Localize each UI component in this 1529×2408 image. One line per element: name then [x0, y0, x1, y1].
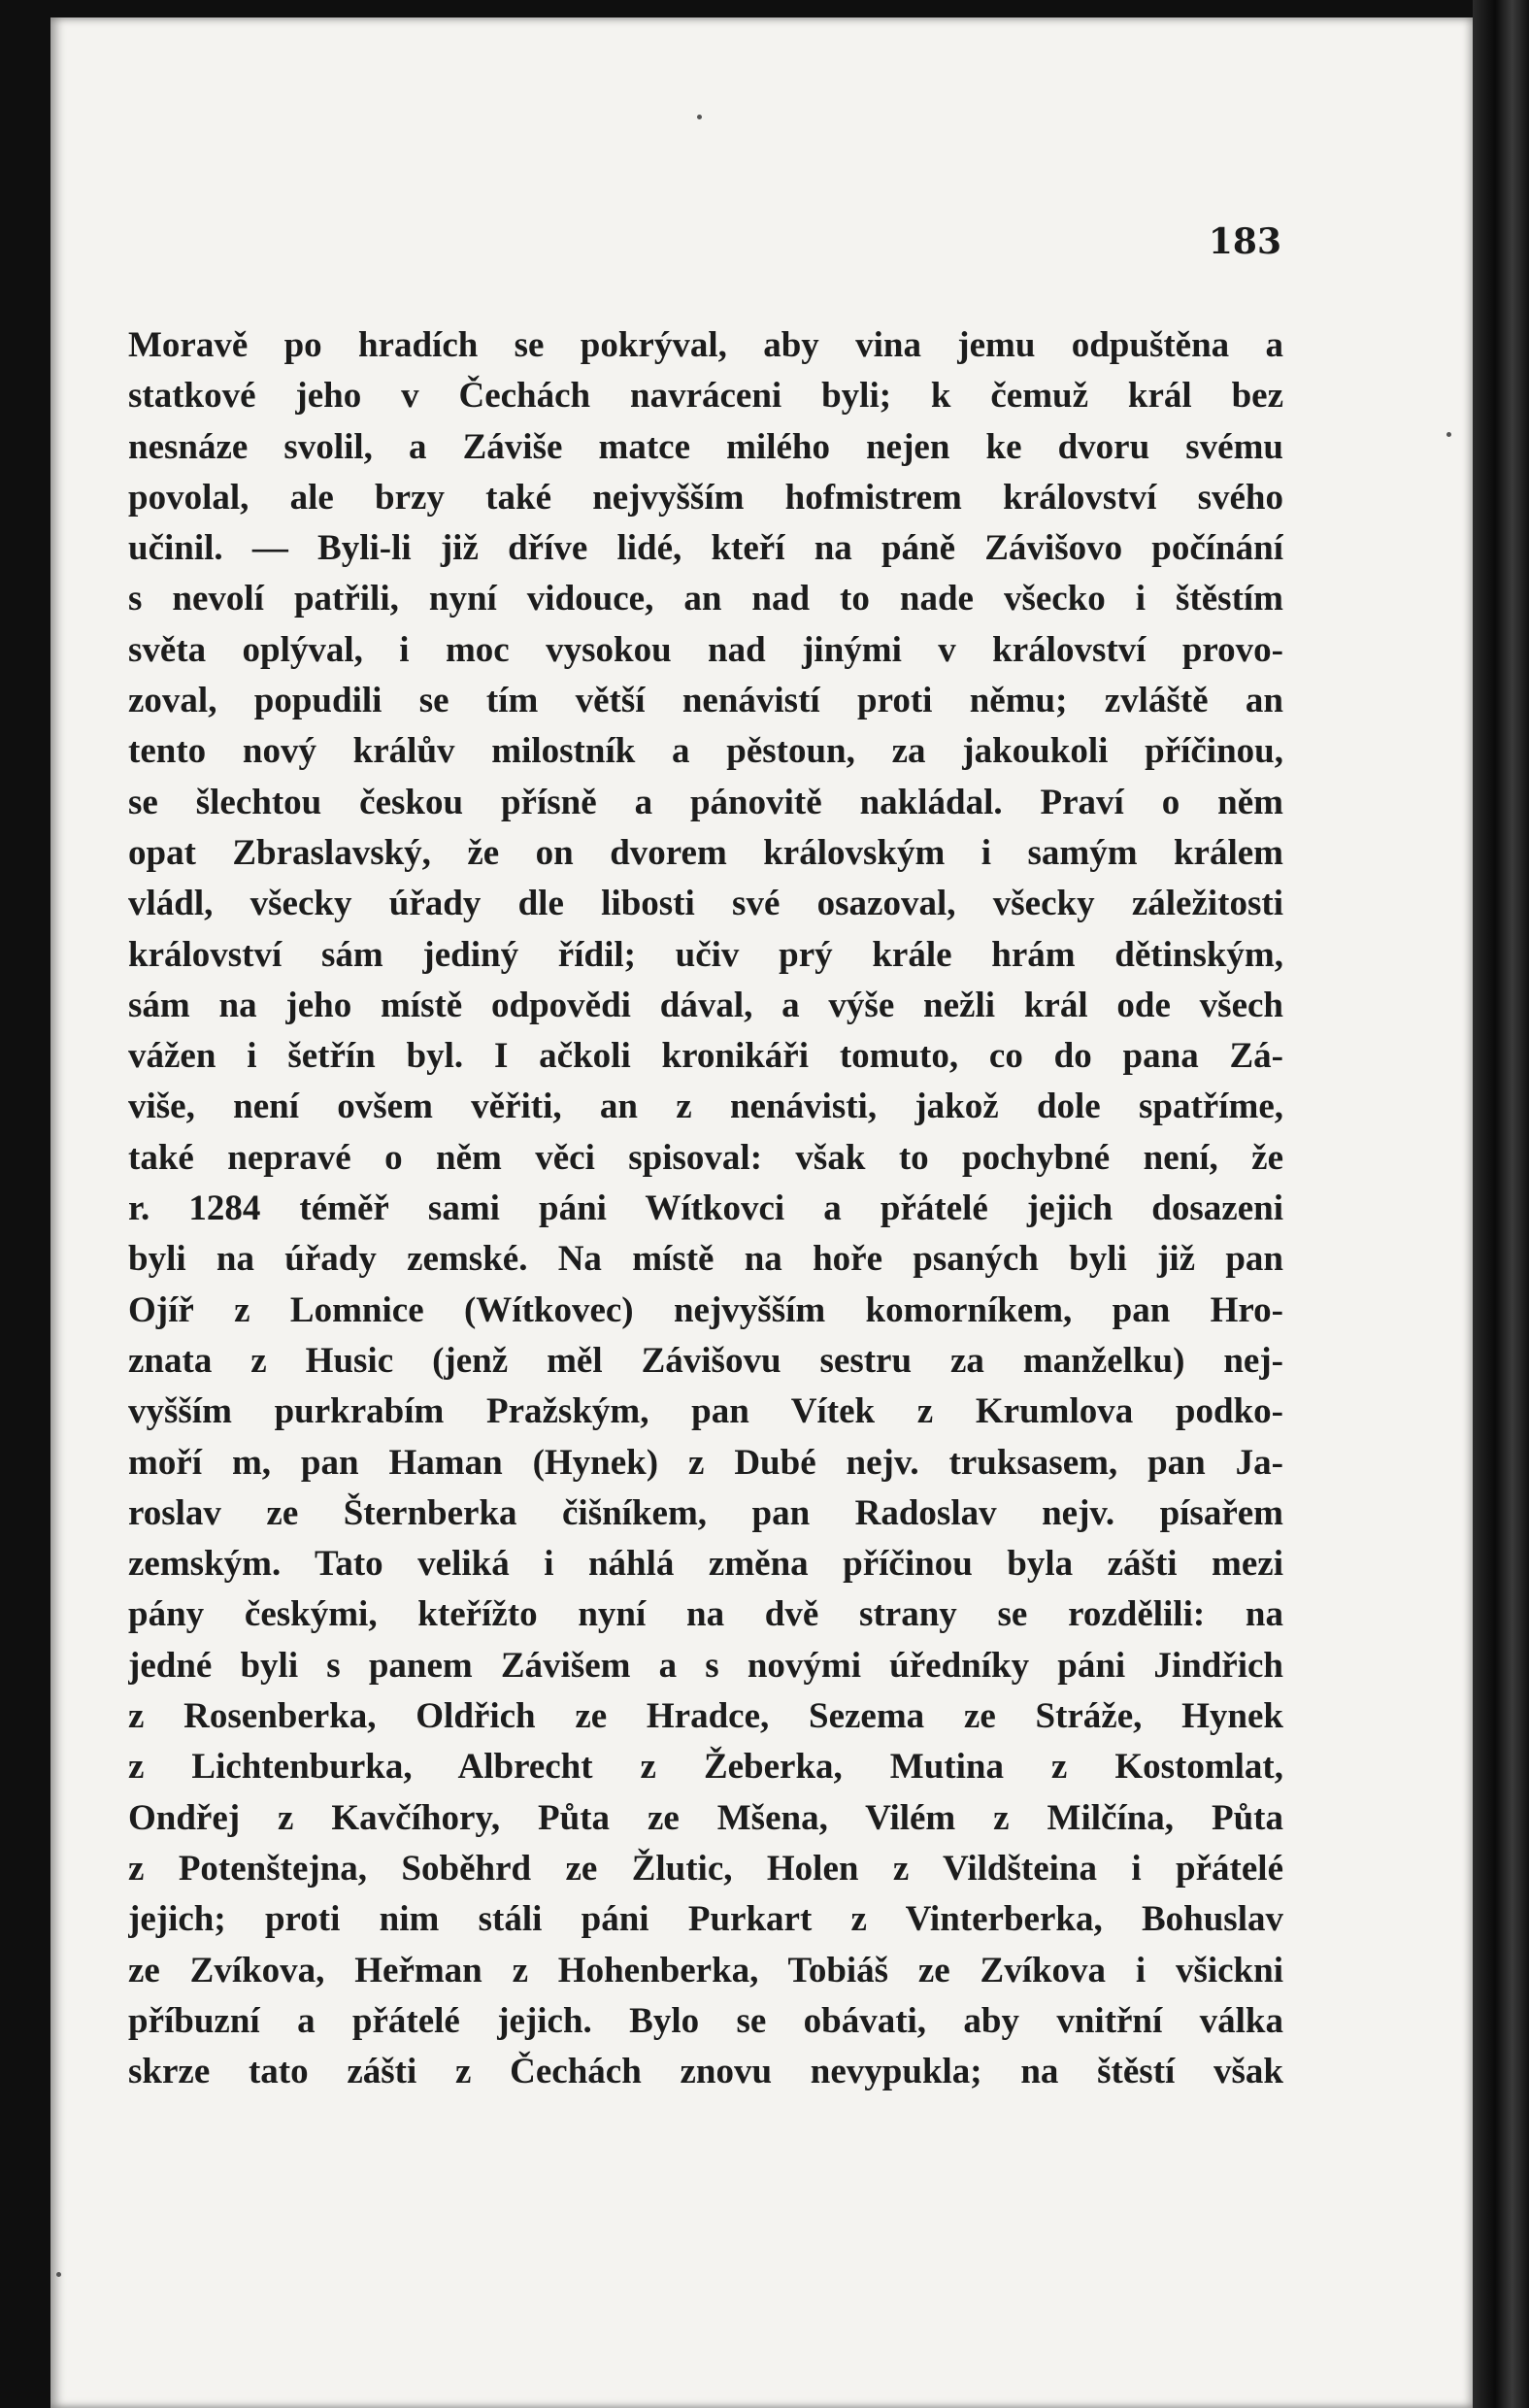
text-line: tento nový králův milostník a pěstoun, za jakoukoli příčinou,: [128, 731, 1283, 772]
text-line: jedné byli s panem Závišem a s novými úředníky páni Jindřich: [128, 1645, 1283, 1686]
text-line: r. 1284 téměř sami páni Wítkovci a přátelé jejich dosazeni: [128, 1188, 1283, 1229]
scan-speck: [56, 2272, 61, 2277]
text-line: opat Zbraslavský, že on dvorem královským i samým králem: [128, 832, 1283, 873]
text-line: ze Zvíkova, Heřman z Hohenberka, Tobiáš ze Zvíkova i všickni: [128, 1950, 1283, 1990]
text-line: jejich; proti nim stáli páni Purkart z Vinterberka, Bohuslav: [128, 1899, 1283, 1940]
text-line: Ondřej z Kavčíhory, Půta ze Mšena, Vilém z Milčína, Půta: [128, 1797, 1283, 1838]
text-line: s nevolí patřili, nyní vidouce, an nad to nade všecko i štěstím: [128, 579, 1283, 619]
text-line: povolal, ale brzy také nejvyšším hofmistrem království svého: [128, 477, 1283, 518]
text-line: z Potenštejna, Soběhrd ze Žlutic, Holen z Vildšteina i přátelé: [128, 1848, 1283, 1889]
body-text: [128, 320, 1283, 2097]
text-line: učinil. — Byli-li již dříve lidé, kteří na páně Závišovo počínání: [128, 528, 1283, 569]
text-line: znata z Husic (jenž měl Závišovu sestru za manželku) nej-: [128, 1340, 1283, 1381]
text-line: vážen i šetřín byl. I ačkoli kronikáři tomuto, co do pana Zá-: [128, 1036, 1283, 1077]
text-line: světa oplýval, i moc vysokou nad jinými v království provo-: [128, 629, 1283, 670]
page-edge-shadow: [1473, 0, 1529, 2408]
text-line: z Lichtenburka, Albrecht z Žeberka, Mutina z Kostomlat,: [128, 1747, 1283, 1788]
text-line: sám na jeho místě odpovědi dával, a výše nežli král ode všech: [128, 985, 1283, 1025]
text-line: vyšším purkrabím Pražským, pan Vítek z Krumlova podko-: [128, 1391, 1283, 1432]
text-line: vládl, všecky úřady dle libosti své osazoval, všecky záležitosti: [128, 884, 1283, 924]
text-line: roslav ze Šternberka čišníkem, pan Radoslav nejv. písařem: [128, 1492, 1283, 1533]
scan-speck: [697, 115, 702, 119]
text-line: zemským. Tato veliká i náhlá změna příčinou byla zášti mezi: [128, 1544, 1283, 1585]
text-line: više, není ovšem věřiti, an z nenávisti, jakož dole spatříme,: [128, 1087, 1283, 1127]
text-line: Ojíř z Lomnice (Wítkovec) nejvyšším komorníkem, pan Hro-: [128, 1289, 1283, 1330]
text-line: byli na úřady zemské. Na místě na hoře psaných byli již pan: [128, 1239, 1283, 1280]
text-line: království sám jediný řídil; učiv prý krále hrám dětinským,: [128, 934, 1283, 975]
text-line: se šlechtou českou přísně a pánovitě nakládal. Praví o něm: [128, 782, 1283, 822]
text-line: Moravě po hradích se pokrýval, aby vina jemu odpuštěna a: [128, 325, 1283, 365]
text-line: také nepravé o něm věci spisoval: však to pochybné není, že: [128, 1137, 1283, 1178]
text-line: příbuzní a přátelé jejich. Bylo se obávati, aby vnitřní válka: [128, 2000, 1283, 2041]
text-line: z Rosenberka, Oldřich ze Hradce, Sezema ze Stráže, Hynek: [128, 1696, 1283, 1737]
scan-speck: [1446, 432, 1451, 437]
page-number: 183: [1208, 221, 1281, 262]
text-line: statkové jeho v Čechách navráceni byli; k čemuž král bez: [128, 376, 1283, 417]
text-line: zoval, popudili se tím větší nenávistí proti němu; zvláště an: [128, 681, 1283, 721]
text-line: pány českými, kteřížto nyní na dvě strany se rozdělili: na: [128, 1594, 1283, 1635]
text-line: moří m, pan Haman (Hynek) z Dubé nejv. truksasem, pan Ja-: [128, 1442, 1283, 1483]
text-line: nesnáze svolil, a Záviše matce milého nejen ke dvoru svému: [128, 426, 1283, 467]
text-line: skrze tato zášti z Čechách znovu nevypukla; na štěstí však: [128, 2052, 1283, 2092]
